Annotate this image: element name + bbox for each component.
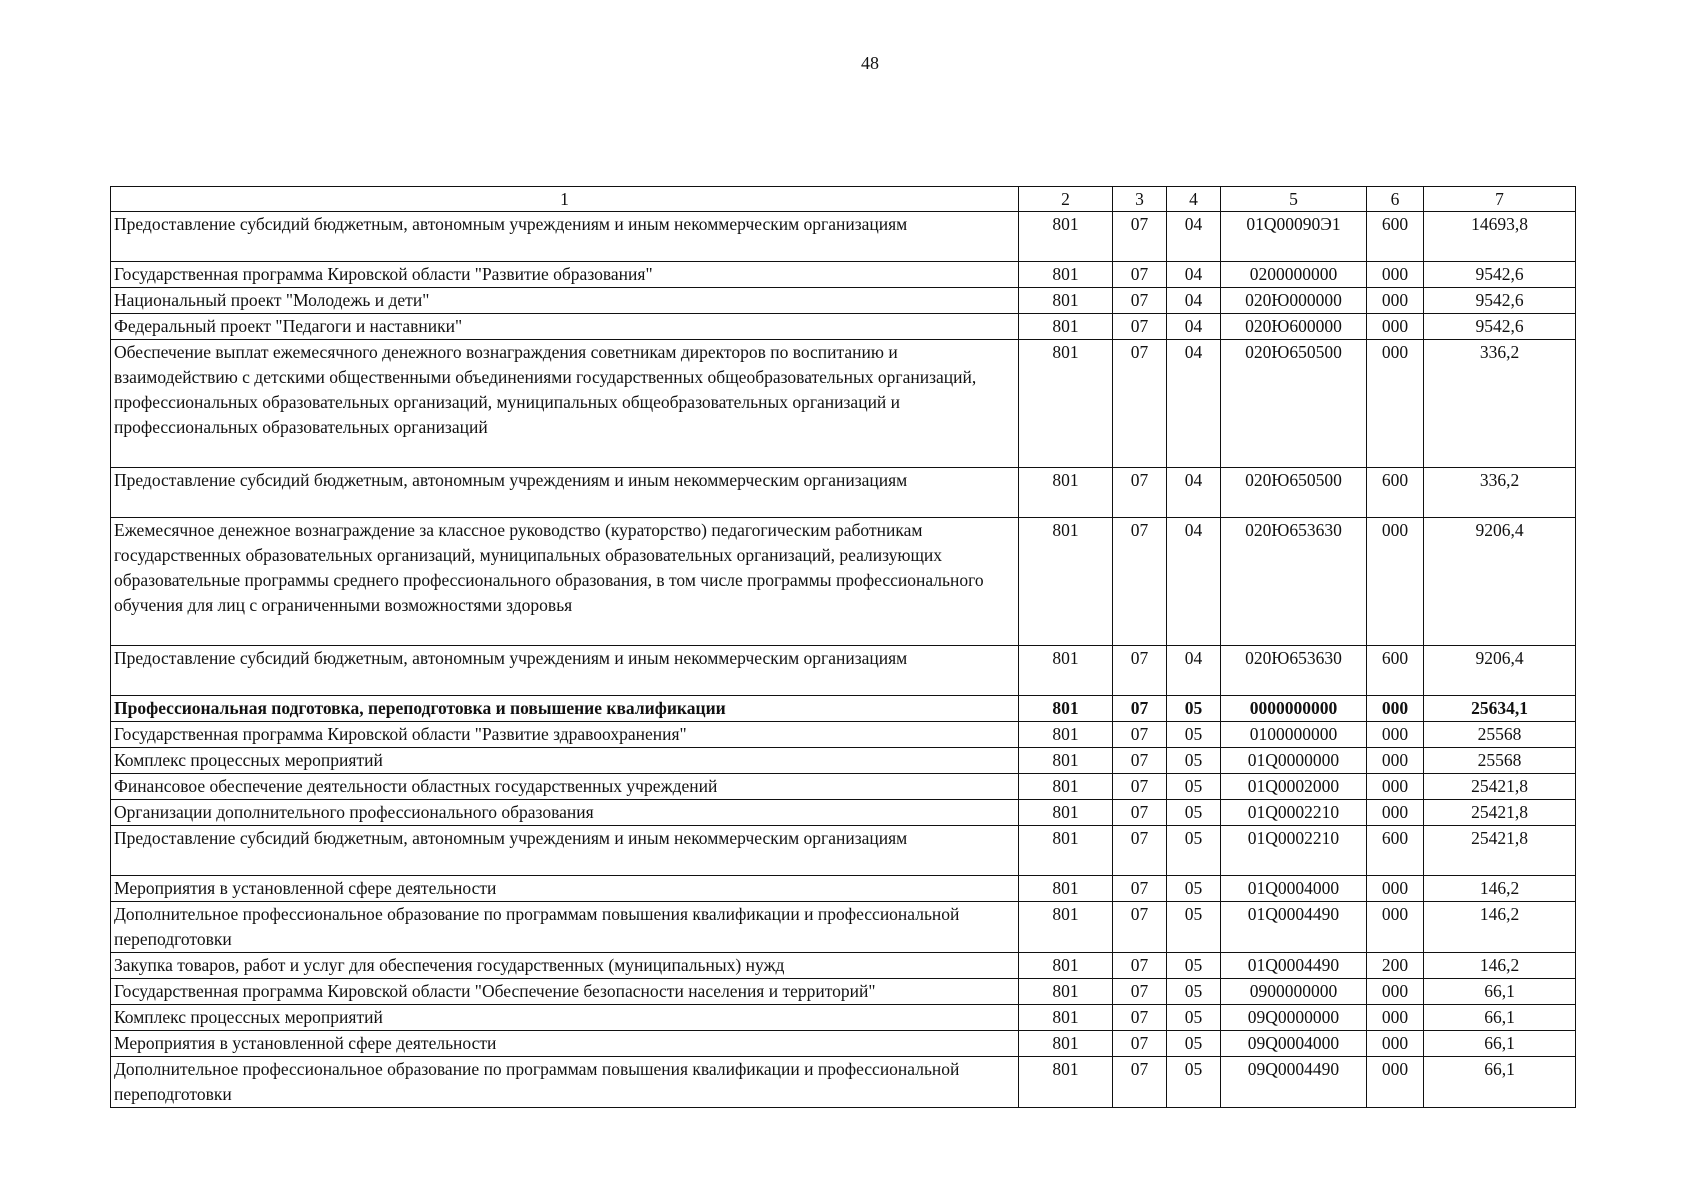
row-code-cell: 801 <box>1019 340 1113 468</box>
row-expense-type-cell: 600 <box>1367 646 1424 696</box>
row-section-cell: 07 <box>1113 468 1167 518</box>
column-header: 1 <box>111 187 1019 212</box>
row-subsection-cell: 05 <box>1167 696 1221 722</box>
column-header: 4 <box>1167 187 1221 212</box>
column-header: 5 <box>1221 187 1367 212</box>
row-name-cell: Профессиональная подготовка, переподготовка и повышение квалификации <box>111 696 1019 722</box>
row-code-cell: 801 <box>1019 262 1113 288</box>
row-subsection-cell: 05 <box>1167 748 1221 774</box>
row-section-cell: 07 <box>1113 340 1167 468</box>
row-subsection-cell: 05 <box>1167 902 1221 953</box>
row-subsection-cell: 05 <box>1167 979 1221 1005</box>
row-amount-cell: 66,1 <box>1424 1031 1576 1057</box>
row-name-cell: Федеральный проект "Педагоги и наставники" <box>111 314 1019 340</box>
row-subsection-cell: 04 <box>1167 288 1221 314</box>
row-target-code-cell: 020Ю650500 <box>1221 468 1367 518</box>
row-target-code-cell: 020Ю600000 <box>1221 314 1367 340</box>
row-target-code-cell: 01Q0002000 <box>1221 774 1367 800</box>
row-expense-type-cell: 000 <box>1367 1005 1424 1031</box>
row-amount-cell: 25568 <box>1424 722 1576 748</box>
row-target-code-cell: 020Ю650500 <box>1221 340 1367 468</box>
row-expense-type-cell: 000 <box>1367 748 1424 774</box>
row-amount-cell: 9542,6 <box>1424 288 1576 314</box>
table-row <box>111 800 1576 826</box>
row-section-cell: 07 <box>1113 774 1167 800</box>
row-amount-cell: 25568 <box>1424 748 1576 774</box>
row-subsection-cell: 05 <box>1167 826 1221 876</box>
row-section-cell: 07 <box>1113 1057 1167 1108</box>
table-row <box>111 748 1576 774</box>
row-name-cell: Национальный проект "Молодежь и дети" <box>111 288 1019 314</box>
row-code-cell: 801 <box>1019 314 1113 340</box>
row-name-cell: Дополнительное профессиональное образование по программам повышения квалификации и профессиональной переподготовки <box>111 902 1019 953</box>
row-amount-cell: 9542,6 <box>1424 314 1576 340</box>
row-expense-type-cell: 000 <box>1367 288 1424 314</box>
row-code-cell: 801 <box>1019 826 1113 876</box>
header-row <box>111 187 1576 212</box>
row-amount-cell: 146,2 <box>1424 902 1576 953</box>
row-target-code-cell: 01Q0004490 <box>1221 902 1367 953</box>
row-target-code-cell: 09Q0004000 <box>1221 1031 1367 1057</box>
row-name-cell: Мероприятия в установленной сфере деятельности <box>111 876 1019 902</box>
row-amount-cell: 66,1 <box>1424 1057 1576 1108</box>
row-subsection-cell: 05 <box>1167 722 1221 748</box>
row-section-cell: 07 <box>1113 876 1167 902</box>
table-row <box>111 340 1576 468</box>
budget-table <box>110 186 1576 1108</box>
row-subsection-cell: 04 <box>1167 468 1221 518</box>
row-amount-cell: 9542,6 <box>1424 262 1576 288</box>
table-row <box>111 902 1576 953</box>
row-expense-type-cell: 000 <box>1367 722 1424 748</box>
row-amount-cell: 9206,4 <box>1424 646 1576 696</box>
column-header: 3 <box>1113 187 1167 212</box>
row-section-cell: 07 <box>1113 288 1167 314</box>
row-name-cell: Ежемесячное денежное вознаграждение за классное руководство (кураторство) педагогическим работникам государственных образовательных организаций, муниципальных образовательных организаций, реализующих образовательные программы среднего профессионального образования, в том числе программы профессионального обучения для лиц с ограниченными возможностями здоровья <box>111 518 1019 646</box>
row-code-cell: 801 <box>1019 748 1113 774</box>
row-expense-type-cell: 600 <box>1367 212 1424 262</box>
table-row <box>111 876 1576 902</box>
row-name-cell: Закупка товаров, работ и услуг для обеспечения государственных (муниципальных) нужд <box>111 953 1019 979</box>
row-amount-cell: 146,2 <box>1424 953 1576 979</box>
row-target-code-cell: 01Q0002210 <box>1221 826 1367 876</box>
row-expense-type-cell: 000 <box>1367 876 1424 902</box>
row-code-cell: 801 <box>1019 902 1113 953</box>
row-subsection-cell: 05 <box>1167 1057 1221 1108</box>
row-expense-type-cell: 000 <box>1367 518 1424 646</box>
row-name-cell: Государственная программа Кировской области "Развитие образования" <box>111 262 1019 288</box>
column-header: 7 <box>1424 187 1576 212</box>
row-amount-cell: 66,1 <box>1424 979 1576 1005</box>
table-row <box>111 722 1576 748</box>
row-name-cell: Государственная программа Кировской области "Развитие здравоохранения" <box>111 722 1019 748</box>
row-expense-type-cell: 000 <box>1367 262 1424 288</box>
row-target-code-cell: 0900000000 <box>1221 979 1367 1005</box>
row-section-cell: 07 <box>1113 800 1167 826</box>
row-expense-type-cell: 000 <box>1367 902 1424 953</box>
table-row <box>111 774 1576 800</box>
row-code-cell: 801 <box>1019 774 1113 800</box>
table-row <box>111 468 1576 518</box>
row-target-code-cell: 01Q0002210 <box>1221 800 1367 826</box>
table-row <box>111 212 1576 262</box>
row-code-cell: 801 <box>1019 212 1113 262</box>
row-section-cell: 07 <box>1113 1031 1167 1057</box>
row-target-code-cell: 01Q0004000 <box>1221 876 1367 902</box>
table-row <box>111 288 1576 314</box>
row-section-cell: 07 <box>1113 979 1167 1005</box>
row-expense-type-cell: 000 <box>1367 696 1424 722</box>
row-target-code-cell: 0000000000 <box>1221 696 1367 722</box>
row-section-cell: 07 <box>1113 646 1167 696</box>
column-header: 6 <box>1367 187 1424 212</box>
row-name-cell: Государственная программа Кировской области "Обеспечение безопасности населения и территорий" <box>111 979 1019 1005</box>
row-section-cell: 07 <box>1113 262 1167 288</box>
row-name-cell: Мероприятия в установленной сфере деятельности <box>111 1031 1019 1057</box>
row-subsection-cell: 04 <box>1167 212 1221 262</box>
row-code-cell: 801 <box>1019 288 1113 314</box>
row-section-cell: 07 <box>1113 212 1167 262</box>
row-code-cell: 801 <box>1019 953 1113 979</box>
row-expense-type-cell: 000 <box>1367 314 1424 340</box>
row-code-cell: 801 <box>1019 696 1113 722</box>
row-amount-cell: 25421,8 <box>1424 774 1576 800</box>
table-row <box>111 1057 1576 1108</box>
row-section-cell: 07 <box>1113 748 1167 774</box>
row-target-code-cell: 09Q0004490 <box>1221 1057 1367 1108</box>
row-target-code-cell: 020Ю653630 <box>1221 646 1367 696</box>
row-code-cell: 801 <box>1019 876 1113 902</box>
row-name-cell: Комплекс процессных мероприятий <box>111 1005 1019 1031</box>
row-name-cell: Обеспечение выплат ежемесячного денежного вознаграждения советникам директоров по воспитанию и взаимодействию с детскими общественными объединениями государственных общеобразовательных организаций, профессиональных образовательных организаций, муниципальных общеобразовательных организаций и профессиональных образовательных организаций <box>111 340 1019 468</box>
table-row <box>111 1031 1576 1057</box>
table-row <box>111 696 1576 722</box>
row-target-code-cell: 020Ю000000 <box>1221 288 1367 314</box>
row-amount-cell: 146,2 <box>1424 876 1576 902</box>
row-amount-cell: 25421,8 <box>1424 800 1576 826</box>
page-number: 48 <box>861 53 879 73</box>
row-amount-cell: 9206,4 <box>1424 518 1576 646</box>
row-code-cell: 801 <box>1019 1005 1113 1031</box>
row-name-cell: Предоставление субсидий бюджетным, автономным учреждениям и иным некоммерческим организациям <box>111 646 1019 696</box>
row-code-cell: 801 <box>1019 468 1113 518</box>
row-section-cell: 07 <box>1113 1005 1167 1031</box>
row-expense-type-cell: 000 <box>1367 1057 1424 1108</box>
table-row <box>111 1005 1576 1031</box>
table-row <box>111 826 1576 876</box>
row-section-cell: 07 <box>1113 722 1167 748</box>
table-row <box>111 518 1576 646</box>
row-expense-type-cell: 600 <box>1367 826 1424 876</box>
row-name-cell: Комплекс процессных мероприятий <box>111 748 1019 774</box>
row-subsection-cell: 04 <box>1167 262 1221 288</box>
row-expense-type-cell: 000 <box>1367 774 1424 800</box>
row-name-cell: Организации дополнительного профессионального образования <box>111 800 1019 826</box>
row-name-cell: Предоставление субсидий бюджетным, автономным учреждениям и иным некоммерческим организациям <box>111 826 1019 876</box>
row-subsection-cell: 05 <box>1167 774 1221 800</box>
row-section-cell: 07 <box>1113 953 1167 979</box>
table-row <box>111 262 1576 288</box>
table-row <box>111 646 1576 696</box>
row-subsection-cell: 05 <box>1167 1005 1221 1031</box>
table-row <box>111 979 1576 1005</box>
row-name-cell: Предоставление субсидий бюджетным, автономным учреждениям и иным некоммерческим организациям <box>111 468 1019 518</box>
row-section-cell: 07 <box>1113 826 1167 876</box>
row-target-code-cell: 0200000000 <box>1221 262 1367 288</box>
row-target-code-cell: 01Q00090Э1 <box>1221 212 1367 262</box>
row-section-cell: 07 <box>1113 696 1167 722</box>
row-code-cell: 801 <box>1019 722 1113 748</box>
row-code-cell: 801 <box>1019 646 1113 696</box>
row-amount-cell: 336,2 <box>1424 468 1576 518</box>
row-expense-type-cell: 000 <box>1367 979 1424 1005</box>
row-subsection-cell: 04 <box>1167 646 1221 696</box>
table-row <box>111 314 1576 340</box>
row-subsection-cell: 05 <box>1167 800 1221 826</box>
row-code-cell: 801 <box>1019 1031 1113 1057</box>
row-subsection-cell: 05 <box>1167 876 1221 902</box>
row-section-cell: 07 <box>1113 518 1167 646</box>
row-section-cell: 07 <box>1113 314 1167 340</box>
row-subsection-cell: 04 <box>1167 340 1221 468</box>
row-code-cell: 801 <box>1019 800 1113 826</box>
row-subsection-cell: 05 <box>1167 953 1221 979</box>
row-expense-type-cell: 600 <box>1367 468 1424 518</box>
row-expense-type-cell: 200 <box>1367 953 1424 979</box>
row-target-code-cell: 020Ю653630 <box>1221 518 1367 646</box>
row-subsection-cell: 04 <box>1167 314 1221 340</box>
table-row <box>111 953 1576 979</box>
row-code-cell: 801 <box>1019 979 1113 1005</box>
row-expense-type-cell: 000 <box>1367 800 1424 826</box>
row-name-cell: Финансовое обеспечение деятельности областных государственных учреждений <box>111 774 1019 800</box>
row-target-code-cell: 09Q0000000 <box>1221 1005 1367 1031</box>
row-section-cell: 07 <box>1113 902 1167 953</box>
row-name-cell: Предоставление субсидий бюджетным, автономным учреждениям и иным некоммерческим организациям <box>111 212 1019 262</box>
row-amount-cell: 25421,8 <box>1424 826 1576 876</box>
row-target-code-cell: 01Q0004490 <box>1221 953 1367 979</box>
row-amount-cell: 336,2 <box>1424 340 1576 468</box>
column-header: 2 <box>1019 187 1113 212</box>
row-subsection-cell: 04 <box>1167 518 1221 646</box>
row-amount-cell: 25634,1 <box>1424 696 1576 722</box>
row-target-code-cell: 0100000000 <box>1221 722 1367 748</box>
row-expense-type-cell: 000 <box>1367 340 1424 468</box>
row-code-cell: 801 <box>1019 518 1113 646</box>
row-code-cell: 801 <box>1019 1057 1113 1108</box>
row-name-cell: Дополнительное профессиональное образование по программам повышения квалификации и профессиональной переподготовки <box>111 1057 1019 1108</box>
row-target-code-cell: 01Q0000000 <box>1221 748 1367 774</box>
row-subsection-cell: 05 <box>1167 1031 1221 1057</box>
row-amount-cell: 66,1 <box>1424 1005 1576 1031</box>
row-expense-type-cell: 000 <box>1367 1031 1424 1057</box>
row-amount-cell: 14693,8 <box>1424 212 1576 262</box>
